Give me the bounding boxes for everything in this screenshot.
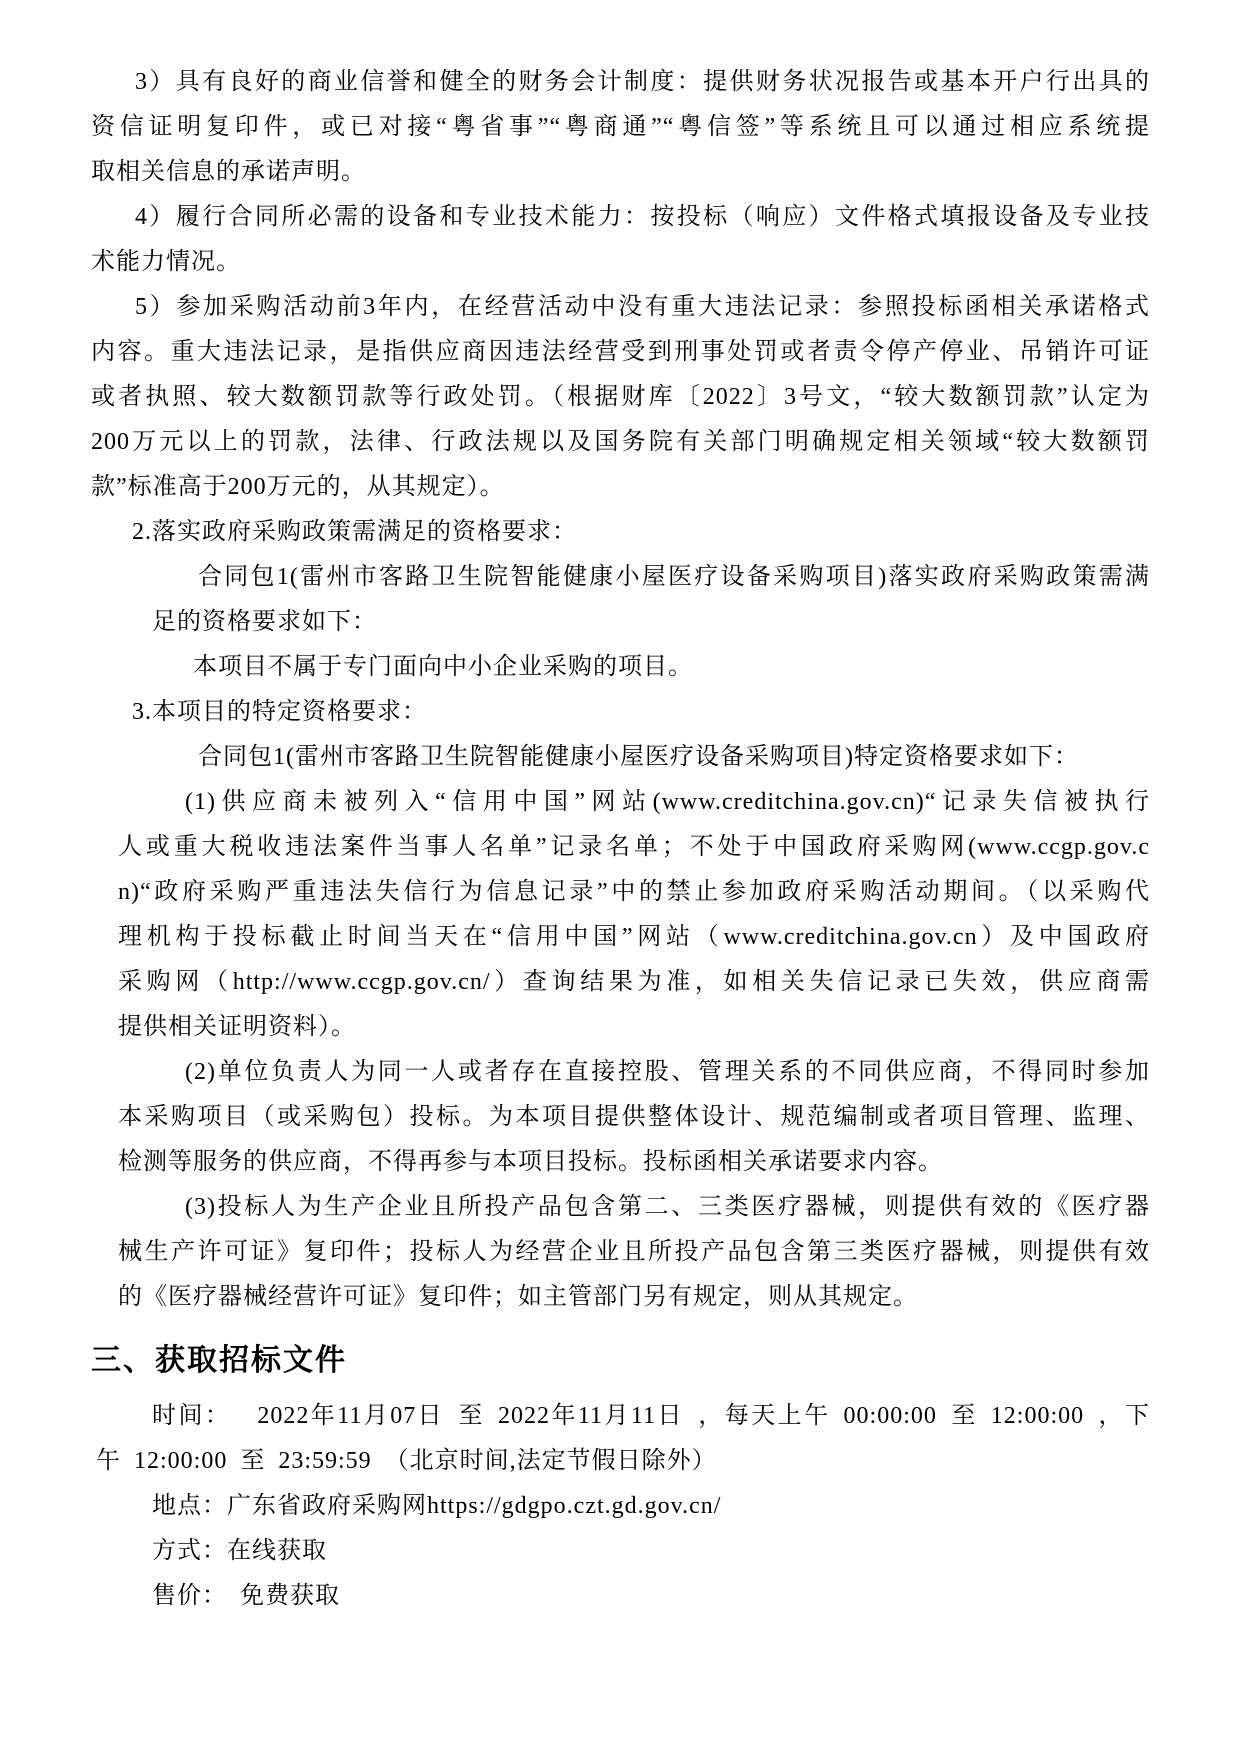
- text-line: (2)单位负责人为同一人或者存在直接控股、管理关系的不同供应商，不得同时参加: [185, 1059, 1150, 1085]
- text-line: (1)供应商未被列入“信用中国”网站(www.creditchina.gov.cn)“记录失信被执行: [185, 789, 1150, 815]
- text-line: 2.落实政府采购政策需满足的资格要求：: [132, 519, 577, 545]
- text-line: 本项目不属于专门面向中小企业采购的项目。: [193, 654, 693, 680]
- text-line: 3）具有良好的商业信誉和健全的财务会计制度：提供财务状况报告或基本开户行出具的: [135, 69, 1150, 95]
- text-line: 方式：在线获取: [152, 1538, 327, 1564]
- text-line: 检测等服务的供应商，不得再参与本项目投标。投标函相关承诺要求内容。: [118, 1149, 943, 1175]
- text-line: 提供相关证明资料）。: [118, 1014, 356, 1040]
- document-body: [91, 0, 1150, 1619]
- text-line: 3.本项目的特定资格要求：: [132, 699, 427, 725]
- text-line: 内容。重大违法记录，是指供应商因违法经营受到刑事处罚或者责令停产停业、吊销许可证: [91, 339, 1150, 365]
- text-line: 本采购项目（或采购包）投标。为本项目提供整体设计、规范编制或者项目管理、监理、: [118, 1104, 1150, 1130]
- text-line: 合同包1(雷州市客路卫生院智能健康小屋医疗设备采购项目)特定资格要求如下：: [198, 744, 1079, 770]
- text-line: 5）参加采购活动前3年内，在经营活动中没有重大违法记录：参照投标函相关承诺格式: [135, 294, 1150, 320]
- text-line: 地点：广东省政府采购网https://gdgpo.czt.gd.gov.cn/: [152, 1493, 722, 1519]
- text-line: 合同包1(雷州市客路卫生院智能健康小屋医疗设备采购项目)落实政府采购政策需满: [198, 564, 1150, 590]
- text-line: n)“政府采购严重违法失信行为信息记录”中的禁止参加政府采购活动期间。（以采购代: [118, 879, 1150, 905]
- section-heading: 三、获取招标文件: [91, 1344, 347, 1377]
- text-line: 4）履行合同所必需的设备和专业技术能力：按投标（响应）文件格式填报设备及专业技: [135, 204, 1150, 230]
- text-line: 资信证明复印件，或已对接“粤省事”“粤商通”“粤信签”等系统且可以通过相应系统提: [91, 114, 1150, 140]
- text-line: 售价： 免费获取: [152, 1583, 340, 1609]
- text-line: 时间： 2022年11月07日 至 2022年11月11日 ，每天上午 00:00:00 至 12:00:00 ，下: [152, 1403, 1150, 1429]
- text-line: 理机构于投标截止时间当天在“信用中国”网站（www.creditchina.gov.cn）及中国政府: [118, 924, 1150, 950]
- text-line: 械生产许可证》复印件；投标人为经营企业且所投产品包含第三类医疗器械，则提供有效: [118, 1239, 1150, 1265]
- text-line: 术能力情况。: [91, 249, 241, 275]
- text-line: 或者执照、较大数额罚款等行政处罚。（根据财库〔2022〕3号文，“较大数额罚款”认定为: [91, 384, 1150, 410]
- text-line: 款”标准高于200万元的，从其规定）。: [91, 474, 505, 500]
- text-line: 午 12:00:00 至 23:59:59 （北京时间,法定节假日除外）: [96, 1448, 717, 1474]
- text-line: 取相关信息的承诺声明。: [91, 159, 366, 185]
- text-line: 200万元以上的罚款，法律、行政法规以及国务院有关部门明确规定相关领域“较大数额罚: [91, 429, 1150, 455]
- text-line: 的《医疗器械经营许可证》复印件；如主管部门另有规定，则从其规定。: [118, 1284, 918, 1310]
- text-line: 足的资格要求如下：: [152, 609, 377, 635]
- text-line: 采购网（http://www.ccgp.gov.cn/）查询结果为准，如相关失信记录已失效，供应商需: [118, 969, 1150, 995]
- text-line: (3)投标人为生产企业且所投产品包含第二、三类医疗器械，则提供有效的《医疗器: [185, 1194, 1150, 1220]
- text-line: 人或重大税收违法案件当事人名单”记录名单；不处于中国政府采购网(www.ccgp.gov.c: [118, 834, 1150, 860]
